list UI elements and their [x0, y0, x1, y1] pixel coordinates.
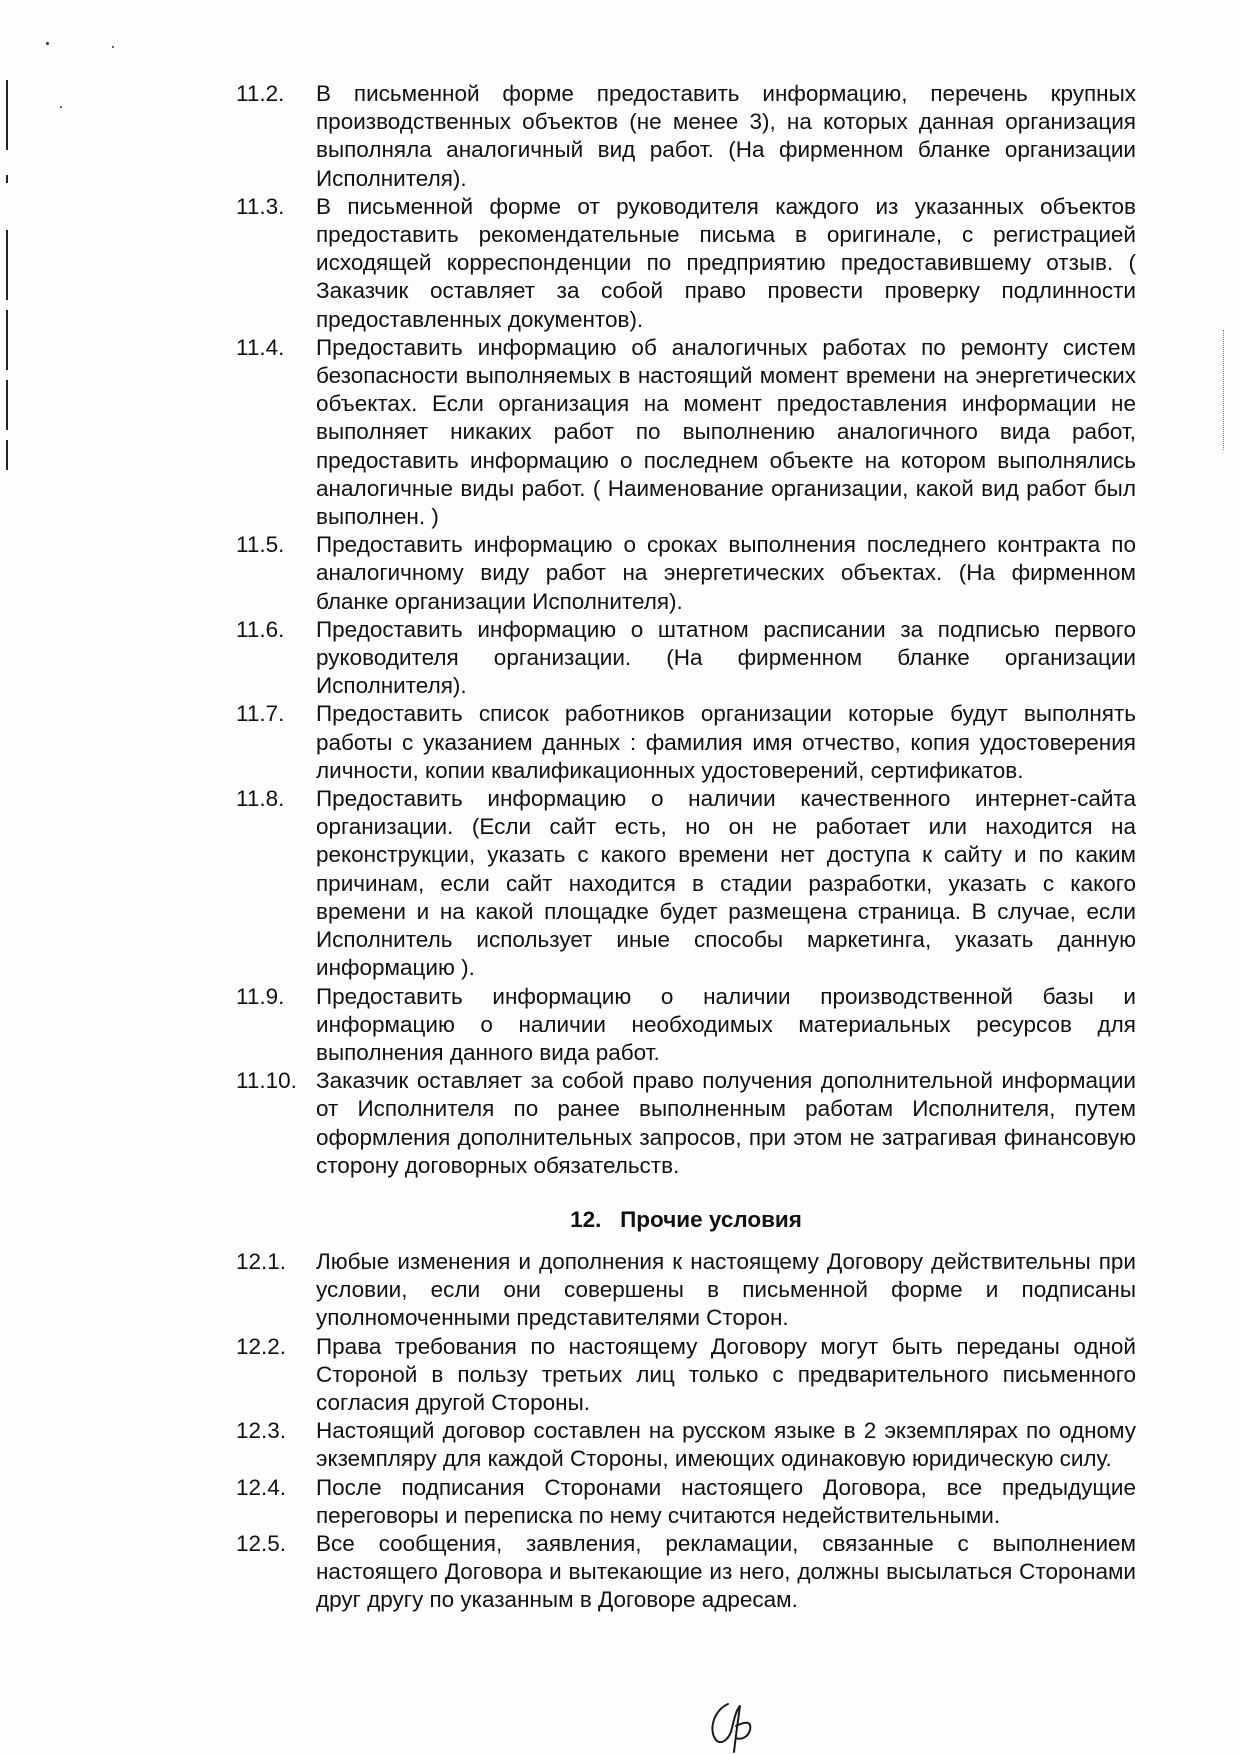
clause-text: Предоставить информацию о сроках выполнения последнего контракта по аналогичному виду работ на энергетических объектах. (На фирменном бланке организации Исполнителя). [316, 532, 1136, 614]
scan-speck [46, 42, 49, 45]
clause-11-6 [236, 616, 1136, 701]
clause-11-5 [236, 531, 1136, 616]
clause-text: Предоставить информацию об аналогичных работах по ремонту систем безопасности выполняемых в настоящий момент времени на энергетических объектах. Если организация на момент предоставления информации не выполняет никаких работ по выполнению аналогичного вида работ, предоставить информацию о последнем объекте на котором выполнялись аналогичные виды работ. ( Наименование организации, какой вид работ был выполнен. ) [316, 334, 1136, 530]
clause-number: 11.6. [236, 616, 285, 642]
clause-12-5 [236, 1530, 1136, 1615]
clause-number: 12.3. [236, 1418, 287, 1444]
clause-11-9 [236, 983, 1136, 1068]
scan-speck [112, 46, 114, 48]
section-12-heading: 12. Прочие условия [570, 1206, 802, 1232]
clause-number: 11.3. [236, 193, 285, 219]
clause-number: 12.2. [236, 1333, 287, 1359]
clause-number: 12.4. [236, 1474, 287, 1500]
clause-12-1 [236, 1248, 1136, 1333]
clause-number: 11.10. [236, 1068, 297, 1094]
clause-11-10 [236, 1067, 1136, 1180]
clause-11-7 [236, 700, 1136, 785]
clause-number: 11.5. [236, 532, 285, 558]
clause-number: 12.5. [236, 1530, 287, 1556]
scan-speck [60, 106, 62, 108]
clause-text: После подписания Сторонами настоящего Договора, все предыдущие переговоры и переписка по нему считаются недействительными. [316, 1474, 1136, 1528]
clause-11-3 [236, 193, 1136, 334]
clause-11-8 [236, 785, 1136, 982]
clause-12-3 [236, 1417, 1136, 1473]
section-12-list [236, 1248, 1136, 1615]
clause-number: 11.8. [236, 786, 285, 812]
clause-12-4 [236, 1474, 1136, 1530]
clause-text: Предоставить список работников организации которые будут выполнять работы с указанием данных : фамилия имя отчество, копия удостоверения личности, копии квалификационных удостоверений, сертификатов. [316, 701, 1136, 783]
document-body [236, 80, 1136, 1615]
clause-number: 11.4. [236, 334, 285, 360]
clause-11-4 [236, 334, 1136, 531]
clause-number: 12.1. [236, 1248, 287, 1274]
section-11-list [236, 80, 1136, 1180]
scan-edge-artifact [6, 60, 9, 1740]
clause-text: В письменной форме предоставить информацию, перечень крупных производственных объектов (не менее 3), на которых данная организация выполняла аналогичный вид работ. (На фирменном бланке организации Исполнителя). [316, 81, 1136, 191]
clause-number: 11.2. [236, 81, 285, 106]
clause-11-2 [236, 80, 1136, 193]
clause-text: Настоящий договор составлен на русском языке в 2 экземплярах по одному экземпляру для каждой Стороны, имеющих одинаковую юридическую силу. [316, 1418, 1136, 1472]
clause-text: Любые изменения и дополнения к настоящему Договору действительны при условии, если они совершены в письменной форме и подписаны уполномоченными представителями Сторон. [316, 1248, 1136, 1331]
clause-text: В письменной форме от руководителя каждого из указанных объектов предоставить рекомендательные письма в оригинале, с регистрацией исходящей корреспонденции по предприятию предоставившему отзыв. ( Заказчик оставляет за собой право провести проверку подлинности предоставленных документов). [316, 193, 1136, 332]
clause-text: Права требования по настоящему Договору могут быть переданы одной Стороной в пользу третьих лиц только с предварительного письменного согласия другой Стороны. [316, 1333, 1136, 1415]
clause-text: Все сообщения, заявления, рекламации, связанные с выполнением настоящего Договора и вытекающие из него, должны высылаться Сторонами друг другу по указанным в Договоре адресам. [316, 1530, 1136, 1613]
scan-edge-artifact [1221, 330, 1224, 450]
clause-text: Заказчик оставляет за собой право получения дополнительной информации от Исполнителя по ранее выполненным работам Исполнителя, путем оформления дополнительных запросов, при этом не затрагивая финансовую сторону договорных обязательств. [316, 1068, 1136, 1178]
handwritten-initials-signature [700, 1700, 770, 1754]
clause-number: 11.7. [236, 701, 285, 727]
clause-text: Предоставить информацию о наличии качественного интернет-сайта организации. (Если сайт есть, но он не работает или находится на реконструкции, указать с какого времени нет доступа к сайту и по каким причинам, если сайт находится в стадии разработки, указать с какого времени и на какой площадке будет размещена страница. В случае, если Исполнитель использует иные способы маркетинга, указать данную информацию ). [316, 786, 1136, 981]
clause-text: Предоставить информацию о наличии производственной базы и информацию о наличии необходимых материальных ресурсов для выполнения данного вида работ. [316, 983, 1136, 1065]
clause-12-2 [236, 1333, 1136, 1418]
clause-text: Предоставить информацию о штатном расписании за подписью первого руководителя организации. (На фирменном бланке организации Исполнителя). [316, 616, 1136, 699]
clause-number: 11.9. [236, 983, 285, 1009]
